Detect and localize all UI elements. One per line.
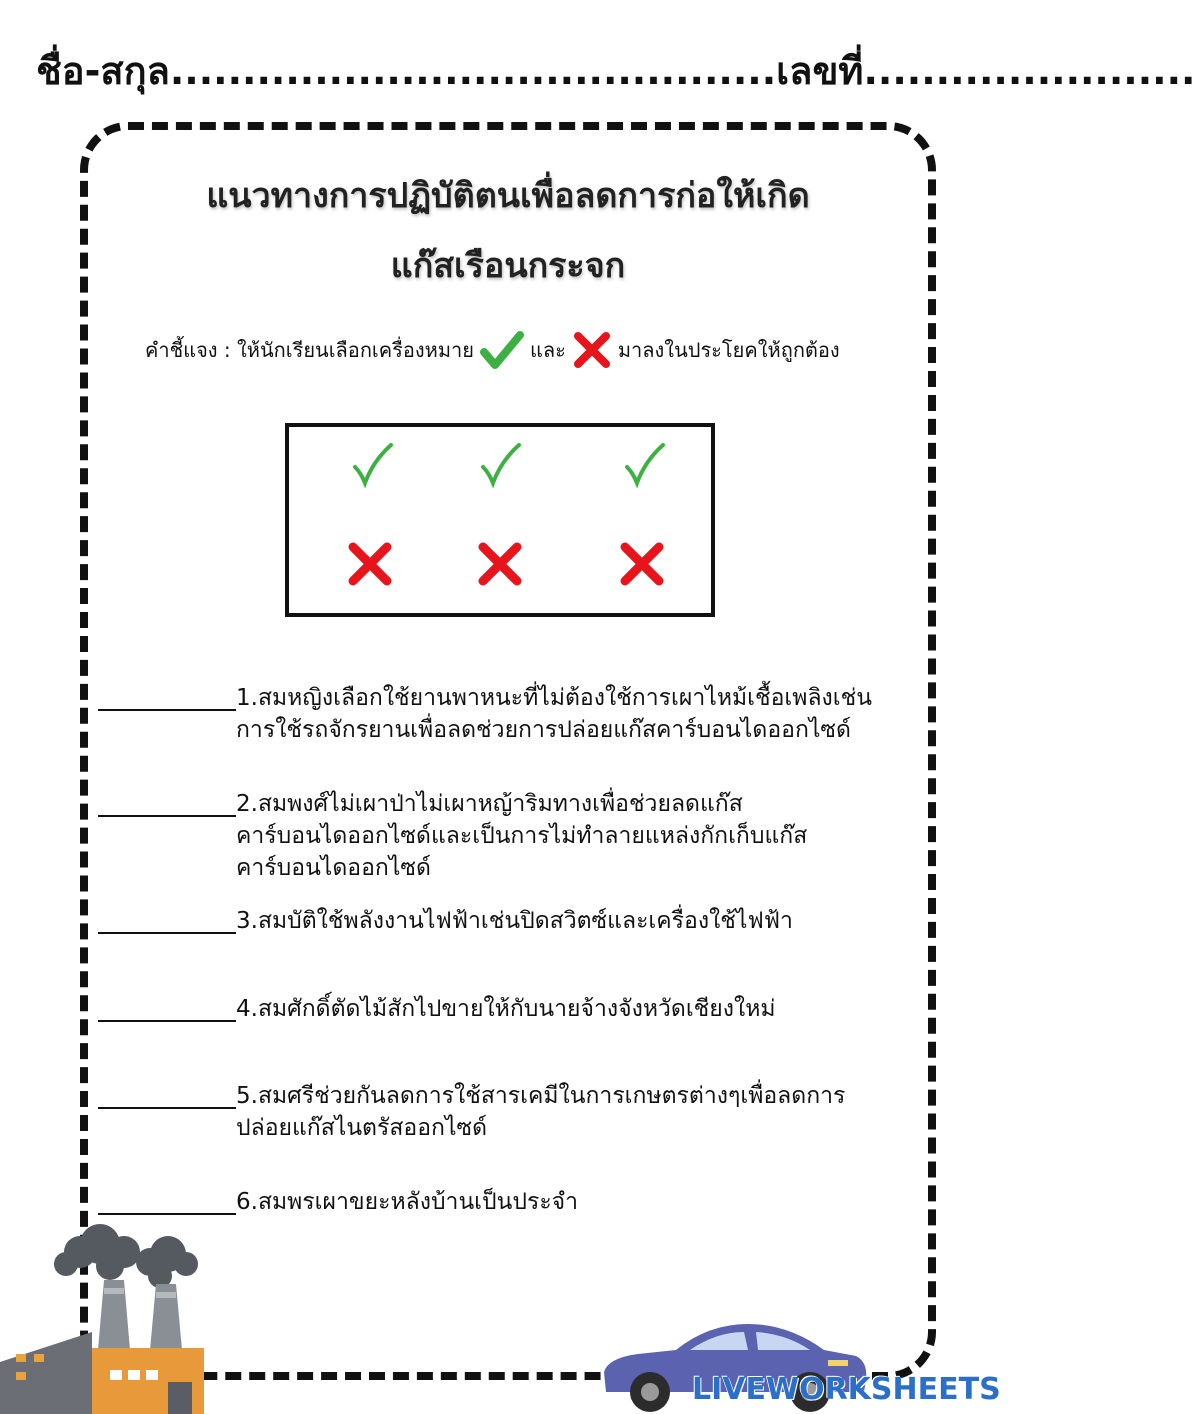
instruction — [145, 330, 840, 370]
check-icon — [480, 330, 524, 370]
answer-drop-zone-6[interactable] — [98, 1212, 236, 1215]
answer-drop-zone-4[interactable] — [98, 1019, 236, 1022]
question-1 — [98, 682, 918, 746]
factory-icon — [0, 1222, 210, 1414]
answer-drop-zone-3[interactable] — [98, 931, 236, 934]
question-text-3: 3.สมบัติใช้พลังงานไฟฟ้าเช่นปิดสวิตซ์และเครื่องใช้ไฟฟ้า — [236, 908, 793, 934]
question-5 — [98, 1080, 918, 1144]
draggable-cross-icon-2[interactable] — [477, 541, 523, 587]
question-text-2: 2.สมพงศ์ไม่เผาป่าไม่เผาหญ้าริมทางเพื่อช่วยลดแก๊ส คาร์บอนไดออกไซด์และเป็นการไม่ทำลายแหล่งกักเก็บแก๊ส คาร์บอนไดออกไซด์ — [236, 791, 808, 881]
draggable-check-icon-3[interactable] — [623, 441, 667, 489]
answer-drop-zone-1[interactable] — [98, 708, 236, 711]
worksheet-title-line2: แก๊สเรือนกระจก — [390, 246, 626, 286]
answer-drop-zone-5[interactable] — [98, 1106, 236, 1109]
liveworksheets-watermark: LIVEWORKSHEETS — [692, 1372, 1001, 1407]
draggable-check-icon-2[interactable] — [479, 441, 523, 489]
question-text-1: 1.สมหญิงเลือกใช้ยานพาหนะที่ไม่ต้องใช้การเผาไหม้เชื้อเพลิงเช่น การใช้รถจักรยานเพื่อลดช่วยการปล่อยแก๊สคาร์บอนไดออกไซด์ — [236, 685, 872, 743]
worksheet-title-line1: แนวทางการปฏิบัติตนเพื่อลดการก่อให้เกิด — [206, 176, 810, 216]
question-text-4: 4.สมศักดิ์ตัดไม้สักไปขายให้กับนายจ้างจังหวัดเชียงใหม่ — [236, 996, 776, 1022]
question-text-6: 6.สมพรเผาขยะหลังบ้านเป็นประจำ — [236, 1189, 579, 1215]
instruction-prefix: คำชี้แจง : ให้นักเรียนเลือกเครื่องหมาย — [145, 338, 474, 362]
question-2 — [98, 788, 918, 884]
question-text-5: 5.สมศรีช่วยกันลดการใช้สารเคมีในการเกษตรต่างๆเพื่อลดการ ปล่อยแก๊สไนตรัสออกไซด์ — [236, 1083, 846, 1141]
draggable-check-icon-1[interactable] — [351, 441, 395, 489]
answer-drop-zone-2[interactable] — [98, 814, 236, 817]
name-number-line: ชื่อ-สกุล..........................................เลขที่....................... — [36, 49, 1195, 93]
draggable-cross-icon-1[interactable] — [347, 541, 393, 587]
draggable-cross-icon-3[interactable] — [619, 541, 665, 587]
instruction-suffix: มาลงในประโยคให้ถูกต้อง — [617, 338, 840, 362]
answer-marks-box — [285, 423, 715, 617]
question-3 — [98, 905, 918, 937]
instruction-middle: และ — [529, 338, 566, 362]
question-6 — [98, 1186, 918, 1218]
cross-icon — [572, 330, 612, 370]
question-4 — [98, 993, 918, 1025]
